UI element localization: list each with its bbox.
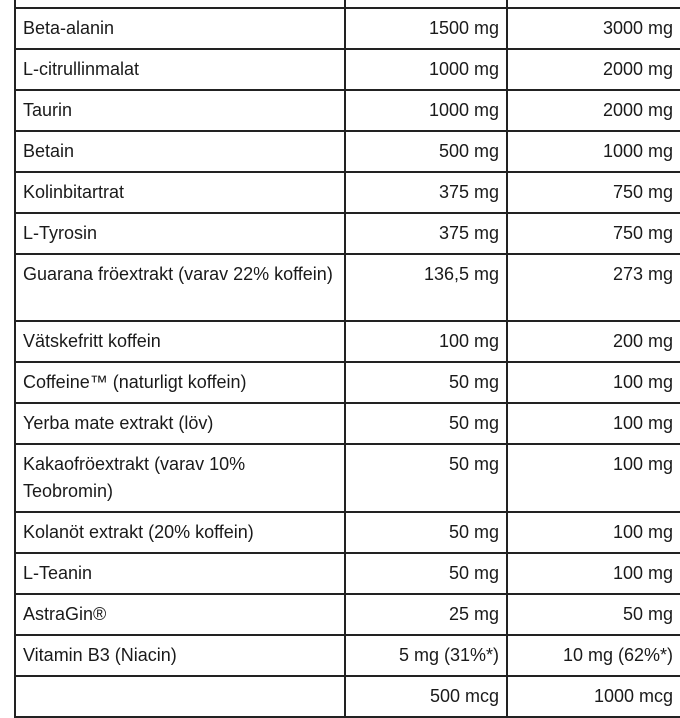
dose-single: 5 mg (31%*) <box>345 635 507 676</box>
dose-double: 100 mg <box>507 553 680 594</box>
table-row <box>15 444 680 512</box>
dose-double: 100 mg <box>507 403 680 444</box>
dose-single: 500 mcg <box>345 676 507 717</box>
ingredient-table <box>14 0 680 718</box>
dose-double: 10 mg (62%*) <box>507 635 680 676</box>
dose-single: 50 mg <box>345 403 507 444</box>
dose-single: 1000 mg <box>345 49 507 90</box>
dose-single: 1500 mg <box>345 8 507 49</box>
dose-single: 50 mg <box>345 362 507 403</box>
ingredient-name: AstraGin® <box>15 594 345 635</box>
ingredient-name: Vitamin B3 (Niacin) <box>15 635 345 676</box>
ingredient-name: Taurin <box>15 90 345 131</box>
dose-single: 50 mg <box>345 444 507 512</box>
dose-double: 100 mg <box>507 444 680 512</box>
dose-double: 100 mg <box>507 512 680 553</box>
dose-double: 750 mg <box>507 213 680 254</box>
dose-single: 500 mg <box>345 131 507 172</box>
table-row <box>15 172 680 213</box>
table-header-row-cut <box>15 0 680 8</box>
ingredient-name: Vätskefritt koffein <box>15 321 345 362</box>
dose-single: 50 mg <box>345 512 507 553</box>
dose-double: 750 mg <box>507 172 680 213</box>
table-row <box>15 131 680 172</box>
table-row <box>15 635 680 676</box>
ingredient-name: Beta-alanin <box>15 8 345 49</box>
ingredient-name: Kakaofröextrakt (varav 10% Teobromin) <box>15 444 345 512</box>
ingredient-name: Betain <box>15 131 345 172</box>
ingredient-name: L-Tyrosin <box>15 213 345 254</box>
table-row <box>15 49 680 90</box>
header-cell <box>345 0 507 8</box>
header-cell <box>15 0 345 8</box>
ingredient-name: Coffeine™ (naturligt koffein) <box>15 362 345 403</box>
table-row <box>15 553 680 594</box>
ingredient-name: Yerba mate extrakt (löv) <box>15 403 345 444</box>
dose-single: 136,5 mg <box>345 254 507 321</box>
dose-single: 1000 mg <box>345 90 507 131</box>
ingredient-name: L-citrullinmalat <box>15 49 345 90</box>
table-row <box>15 594 680 635</box>
table-row <box>15 321 680 362</box>
dose-single: 100 mg <box>345 321 507 362</box>
table-row <box>15 362 680 403</box>
dose-double: 1000 mg <box>507 131 680 172</box>
table-row <box>15 403 680 444</box>
table-row <box>15 512 680 553</box>
ingredient-name: L-Teanin <box>15 553 345 594</box>
table-row <box>15 8 680 49</box>
dose-double: 200 mg <box>507 321 680 362</box>
ingredient-name <box>15 676 345 717</box>
dose-single: 50 mg <box>345 553 507 594</box>
dose-single: 375 mg <box>345 172 507 213</box>
dose-single: 25 mg <box>345 594 507 635</box>
table-row <box>15 676 680 717</box>
dose-double: 273 mg <box>507 254 680 321</box>
ingredient-name: Kolinbitartrat <box>15 172 345 213</box>
table-row <box>15 254 680 321</box>
dose-double: 50 mg <box>507 594 680 635</box>
dose-double: 2000 mg <box>507 49 680 90</box>
header-cell <box>507 0 680 8</box>
table-row <box>15 90 680 131</box>
dose-double: 100 mg <box>507 362 680 403</box>
ingredient-name: Guarana fröextrakt (varav 22% koffein) <box>15 254 345 321</box>
dose-double: 3000 mg <box>507 8 680 49</box>
table-row <box>15 213 680 254</box>
ingredient-name: Kolanöt extrakt (20% koffein) <box>15 512 345 553</box>
dose-double: 2000 mg <box>507 90 680 131</box>
ingredient-table-container <box>14 0 680 718</box>
dose-single: 375 mg <box>345 213 507 254</box>
dose-double: 1000 mcg <box>507 676 680 717</box>
